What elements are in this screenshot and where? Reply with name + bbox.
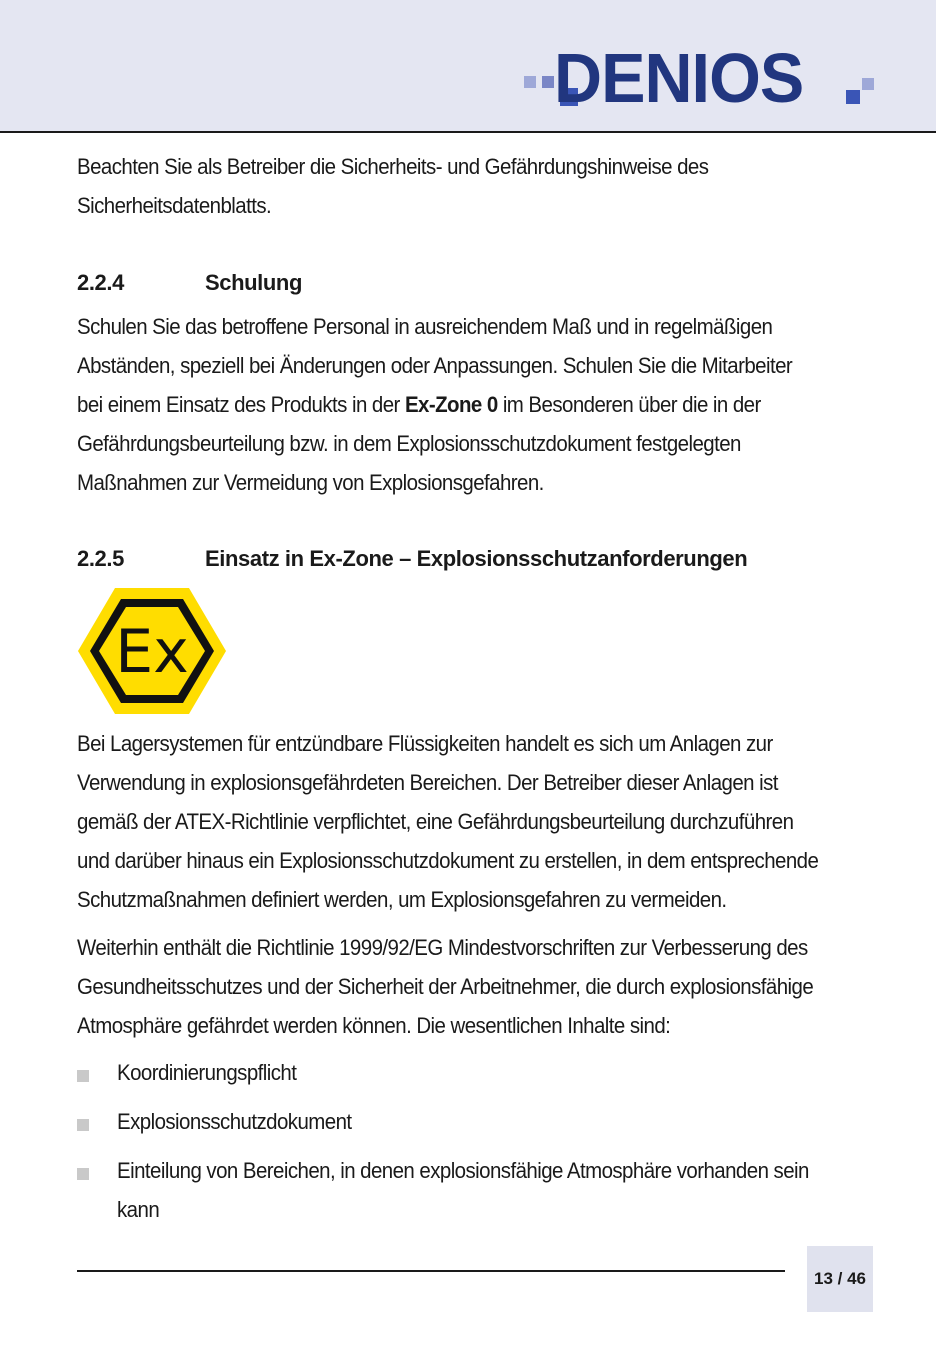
list-item-text: Einteilung von Bereichen, in denen explosionsfähige Atmosphäre vorhanden sein kann — [117, 1158, 809, 1222]
directive-paragraph: Weiterhin enthält die Richtlinie 1999/92/EG Mindestvorschriften zur Verbesserung des Gesundheitsschutzes und der Sicherheit der Arbeitnehmer, die durch explosionsfähige Atmosphäre gefährdet werden können. Die wesentlichen Inhalte sind: — [77, 935, 814, 1038]
list-item-text: Koordinierungspflicht — [117, 1060, 297, 1085]
ex-sign-label: Ex — [115, 617, 189, 687]
ex-warning-icon — [77, 586, 227, 716]
page-header — [0, 0, 936, 133]
training-paragraph — [77, 307, 821, 502]
bullet-square-icon — [77, 1070, 89, 1082]
bullet-square-icon — [77, 1168, 89, 1180]
logo-square-icon — [862, 78, 874, 90]
logo-square-icon — [542, 76, 554, 88]
training-text: Schulen Sie das betroffene Personal in ausreichendem Maß und in regelmäßigen Abständen, speziell bei Änderungen oder Anpassungen. Schulen Sie die Mitarbeiter bei einem Einsatz des Produkts in der — [77, 314, 793, 417]
bullet-square-icon — [77, 1119, 89, 1131]
intro-paragraph: Beachten Sie als Betreiber die Sicherheits- und Gefährdungshinweise des Sicherheitsdatenblatts. — [77, 154, 709, 218]
list-item-text: Explosionsschutzdokument — [117, 1109, 352, 1134]
section-number: 2.2.4 — [77, 270, 124, 295]
training-text: im Besonderen über die in der Gefährdungsbeurteilung bzw. in dem Explosionsschutzdokument festgelegten Maßnahmen zur Vermeidung von Explosionsgefahren. — [77, 392, 761, 495]
logo-square-icon — [846, 90, 860, 104]
section-number: 2.2.5 — [77, 546, 124, 571]
section-title: Schulung — [205, 270, 303, 295]
ex-zone-emphasis: Ex-Zone 0 — [404, 392, 498, 417]
atex-paragraph: Bei Lagersystemen für entzündbare Flüssigkeiten handelt es sich um Anlagen zur Verwendung in explosionsgefährdeten Bereichen. Der Betreiber dieser Anlagen ist gemäß der ATEX-Richtlinie verpflichtet, eine Gefährdungsbeurteilung durchzuführen und darüber hinaus ein Explosionsschutzdokument zu erstellen, in dem entsprechende Schutzmaßnahmen definiert werden, um Explosionsgefahren zu vermeiden. — [77, 731, 819, 912]
footer-divider — [77, 1270, 785, 1272]
logo-text: DENIOS — [554, 39, 804, 117]
logo-square-icon — [524, 76, 536, 88]
page-number: 13 / 46 — [807, 1246, 873, 1312]
denios-logo — [524, 38, 876, 118]
section-title: Einsatz in Ex-Zone – Explosionsschutzanforderungen — [205, 546, 748, 571]
